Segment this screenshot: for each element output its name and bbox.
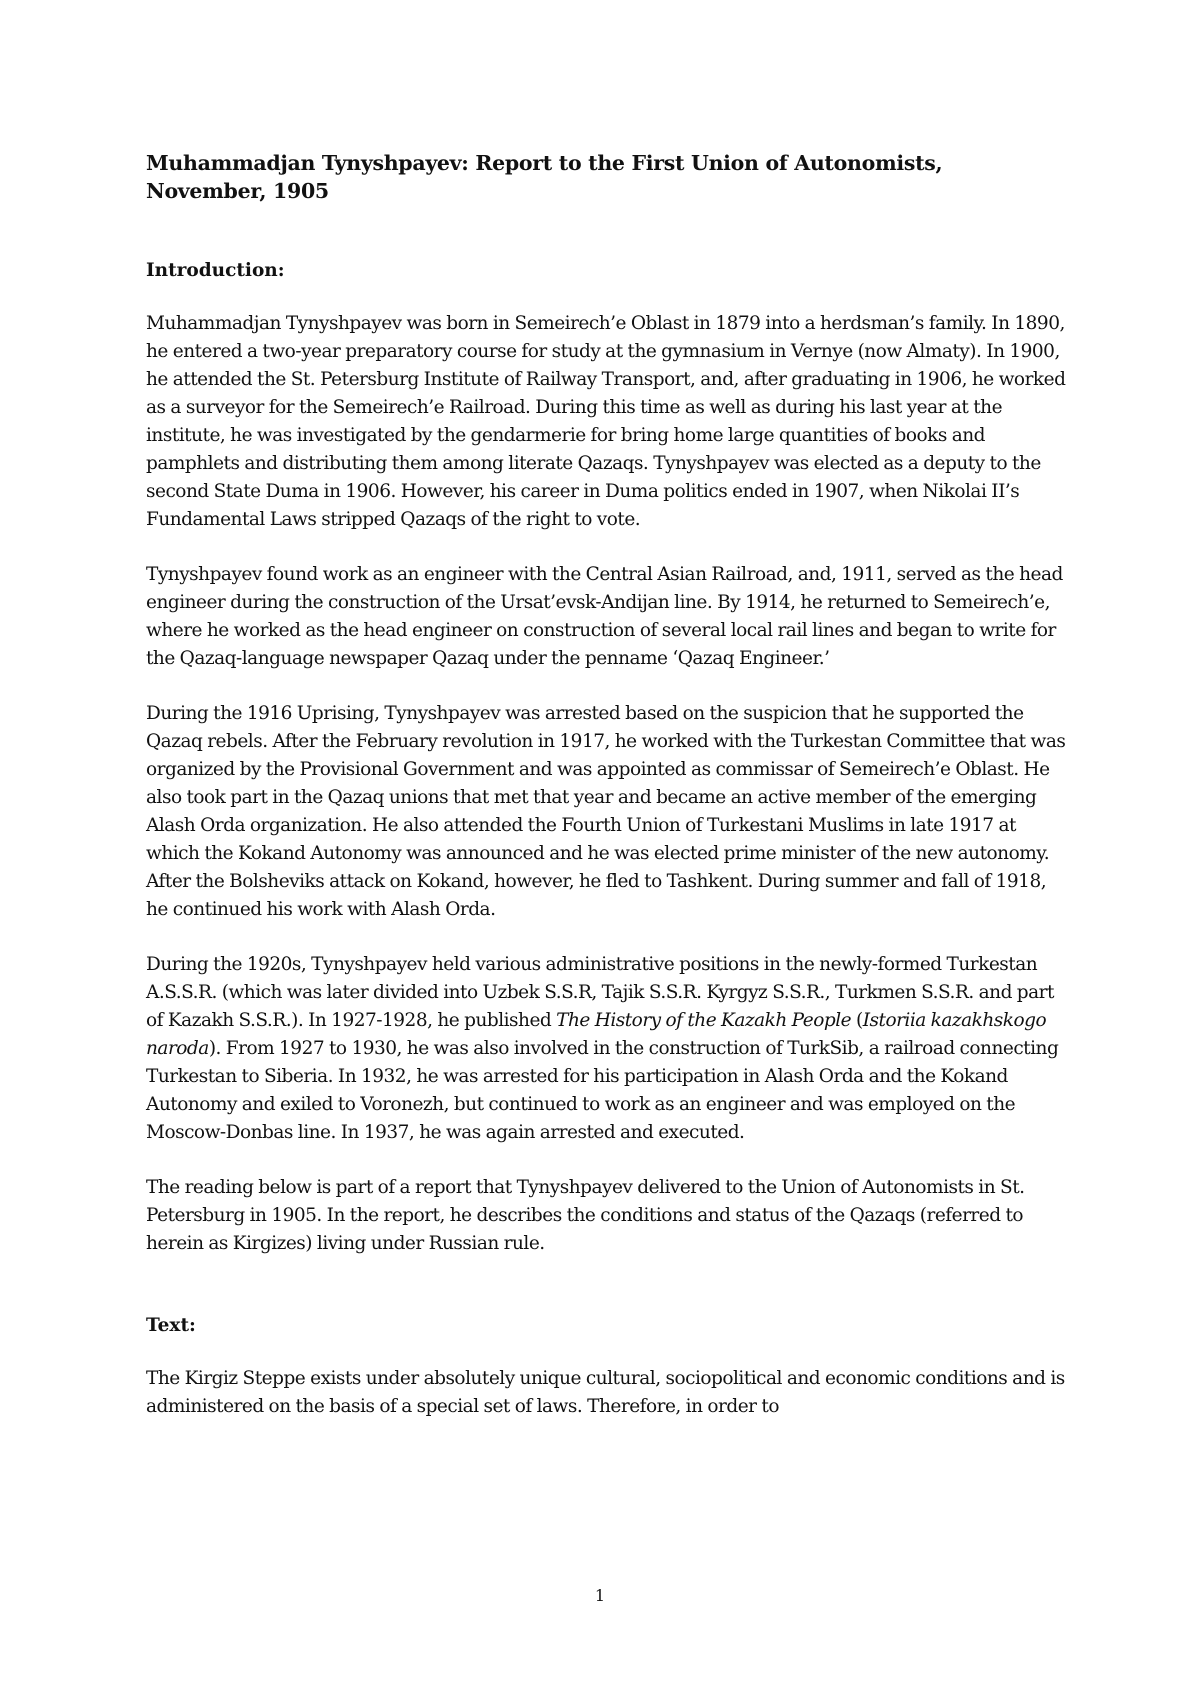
text-paragraph-1: The Kirgiz Steppe exists under absolutely unique cultural, sociopolitical and economic conditions and is administered on the basis of a special set of laws. Therefore, in order to xyxy=(146,1368,1065,1417)
intro-paragraph-4 xyxy=(146,951,1066,1147)
spacer xyxy=(146,673,1066,700)
intro-paragraph-2: Tynyshpayev found work as an engineer with the Central Asian Railroad, and, 1911, served as the head engineer during the construction of the Ursat’evsk-Andijan line. By 1914, he returned to Semeirech’e, where he worked as the head engineer on construction of several local rail lines and began to write for the Qazaq-language newspaper Qazaq under the penname ‘Qazaq Engineer.’ xyxy=(146,564,1063,669)
text-heading: Text: xyxy=(146,1315,196,1336)
document-title: Muhammadjan Tynyshpayev: Report to the First Union of Autonomists, November, 1905 xyxy=(146,151,943,203)
intro-paragraph-1: Muhammadjan Tynyshpayev was born in Semeirech’e Oblast in 1879 into a herdsman’s family. In 1890, he entered a two-year preparatory course for study at the gymnasium in Vernye (now Almaty). In 1900, he attended the St. Petersburg Institute of Railway Transport, and, after graduating in 1906, he worked as a surveyor for the Semeirech’e Railroad. During this time as well as during his last year at the institute, he was investigated by the gendarmerie for bring home large quantities of books and pamphlets and distributing them among literate Qazaqs. Tynyshpayev was elected as a deputy to the second State Duma in 1906. However, his career in Duma politics ended in 1907, when Nikolai II’s Fundamental Laws stripped Qazaqs of the right to vote. xyxy=(146,313,1066,530)
spacer xyxy=(146,284,1066,310)
spacer xyxy=(146,1258,1066,1313)
book-title-english: The History of the Kazakh People xyxy=(556,1010,852,1031)
intro-paragraph-5: The reading below is part of a report that Tynyshpayev delivered to the Union of Autonomists in St. Petersburg in 1905. In the report, he describes the conditions and status of the Qazaqs (referred to herein as Kirgizes) living under Russian rule. xyxy=(146,1177,1025,1254)
spacer xyxy=(146,924,1066,951)
spacer xyxy=(146,534,1066,561)
introduction-heading: Introduction: xyxy=(146,260,285,281)
spacer xyxy=(146,1339,1066,1365)
document-body xyxy=(146,149,1066,1421)
intro-paragraph-3: During the 1916 Uprising, Tynyshpayev was arrested based on the suspicion that he supported the Qazaq rebels. After the February revolution in 1917, he worked with the Turkestan Committee that was organized by the Provisional Government and was appointed as commissar of Semeirech’e Oblast. He also took part in the Qazaq unions that met that year and became an active member of the emerging Alash Orda organization. He also attended the Fourth Union of Turkestani Muslims in late 1917 at which the Kokand Autonomy was announced and he was elected prime minister of the new autonomy. After the Bolsheviks attack on Kokand, however, he fled to Tashkent. During summer and fall of 1918, he continued his work with Alash Orda. xyxy=(146,703,1066,920)
p4-text-mid: ( xyxy=(851,1010,863,1031)
page-number: 1 xyxy=(594,1586,606,1605)
spacer xyxy=(146,1147,1066,1174)
p4-text-after: ). From 1927 to 1930, he was also involved in the construction of TurkSib, a railroad connecting Turkestan to Siberia. In 1932, he was arrested for his participation in Alash Orda and the Kokand Autonomy and exiled to Voronezh, but continued to work as an engineer and was employed on the Moscow-Donbas line. In 1937, he was again arrested and executed. xyxy=(146,1038,1059,1143)
book-title-russian: Istoriia kazakhskogo naroda xyxy=(146,1010,1047,1059)
spacer xyxy=(146,205,1066,258)
p4-text-before: During the 1920s, Tynyshpayev held various administrative positions in the newly-formed Turkestan A.S.S.R. (which was later divided into Uzbek S.S.R, Tajik S.S.R. Kyrgyz S.S.R., Turkmen S.S.R. and part of Kazakh S.S.R.). In 1927-1928, he published xyxy=(146,954,1054,1031)
